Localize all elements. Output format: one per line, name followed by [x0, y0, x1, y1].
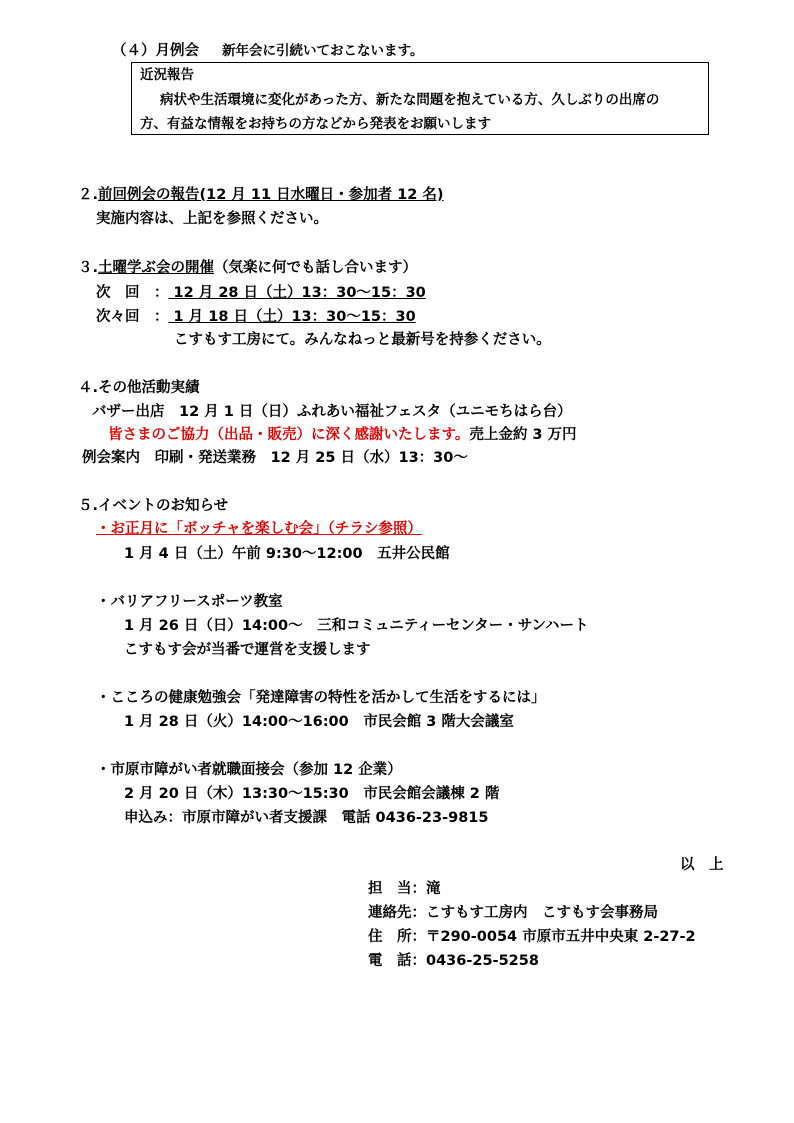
- section3-title: 土曜学ぶ会の開催: [98, 260, 215, 276]
- report-box-title: 近況報告: [140, 67, 194, 83]
- section2-number: ２.: [78, 187, 99, 203]
- event-bocchia-line: 1 月 4 日（土）午前 9:30～12:00 五井公民館: [124, 546, 450, 562]
- contact-value: 滝: [426, 881, 441, 897]
- section4-heading: [78, 379, 200, 397]
- section3-number: ３.: [78, 260, 99, 276]
- contact-label: 連絡先：: [368, 905, 426, 921]
- event-sports-line2: こすもす会が当番で運営を支援します: [124, 642, 371, 658]
- event-job-line1: 2 月 20 日（木）13:30～15:30 市民会館会議棟 2 階: [124, 786, 500, 802]
- contact-person: [368, 880, 441, 898]
- event-sports-title: ・バリアフリースポーツ教室: [96, 594, 283, 610]
- contact-label: 住 所：: [368, 929, 426, 945]
- section4-bazaar: バザー出店 12 月 1 日（日）ふれあい福祉フェスタ（ユニモちはら台）: [92, 404, 572, 420]
- section5-title: イベントのお知らせ: [98, 498, 229, 514]
- section3-note: こすもす工房にて。みんなねっと最新号を持参ください。: [174, 332, 551, 348]
- section2-title: 前回例会の報告: [98, 187, 200, 203]
- contact-address: [368, 928, 696, 946]
- contact-office: [368, 904, 658, 922]
- contact-value: こすもす工房内 こすもす会事務局: [426, 905, 658, 921]
- report-box-line1: 病状や生活環境に変化があった方、新たな問題を抱えている方、久しぶりの出席の: [160, 92, 660, 108]
- section4-title: その他活動実績: [98, 380, 200, 396]
- section2-heading: [78, 186, 444, 204]
- section3-row-value: 1 月 18 日（土）13：30～15：30: [168, 309, 416, 325]
- event-job-title: ・市原市障がい者就職面接会（参加 12 企業）: [96, 762, 402, 778]
- event-bocchia-title: ・お正月に「ボッチャを楽しむ会」（チラシ参照）: [96, 521, 422, 537]
- contact-label: 担 当：: [368, 881, 426, 897]
- contact-phone: [368, 952, 539, 970]
- section4-sales: 売上金約 3 万円: [469, 427, 577, 443]
- section2-detail: (12 月 11 日水曜日・参加者 12 名): [199, 187, 444, 203]
- meeting-note: 新年会に引続いておこないます。: [222, 43, 424, 59]
- section4-thanks-red: 皆さまのご協力（出品・販売）に深く感謝いたします。: [108, 427, 470, 443]
- closing-ijo: 以 上: [680, 857, 724, 873]
- section2-body: 実施内容は、上記を参照ください。: [96, 211, 328, 227]
- section5-number: ５.: [78, 498, 99, 514]
- section3-heading: [78, 259, 417, 277]
- section3-row-after-next: [96, 308, 416, 326]
- section4-mailing: 例会案内 印刷・発送業務 12 月 25 日（水）13：30～: [82, 450, 468, 466]
- report-box-line2: 方、有益な情報をお持ちの方などから発表をお願いします: [140, 116, 491, 132]
- event-study-title: ・こころの健康勉強会「発達障害の特性を活かして生活をするには」: [96, 690, 546, 706]
- event-sports-line1: 1 月 26 日（日）14:00～ 三和コミュニティーセンター・サンハート: [124, 618, 589, 634]
- meeting-heading: [112, 42, 423, 60]
- contact-label: 電 話：: [368, 953, 426, 969]
- section3-row-value: 12 月 28 日（土）13：30～15：30: [168, 285, 426, 301]
- section4-thanks: [108, 426, 577, 444]
- section4-number: ４.: [78, 380, 99, 396]
- section3-subtitle: （気楽に何でも話し合います）: [214, 260, 418, 276]
- section3-row-next: [96, 284, 426, 302]
- section3-row-label: 次 回 ：: [96, 285, 169, 301]
- event-job-line2: 申込み：市原市障がい者支援課 電話 0436-23-9815: [124, 810, 489, 826]
- section5-heading: [78, 497, 228, 515]
- meeting-heading-label: （４）月例会: [112, 43, 199, 59]
- event-study-line: 1 月 28 日（火）14:00～16:00 市民会館 3 階大会議室: [124, 714, 514, 730]
- contact-value: 〒290-0054 市原市五井中央東 2-27-2: [426, 929, 696, 945]
- contact-value: 0436-25-5258: [426, 953, 539, 969]
- section3-row-label: 次々回 ：: [96, 309, 169, 325]
